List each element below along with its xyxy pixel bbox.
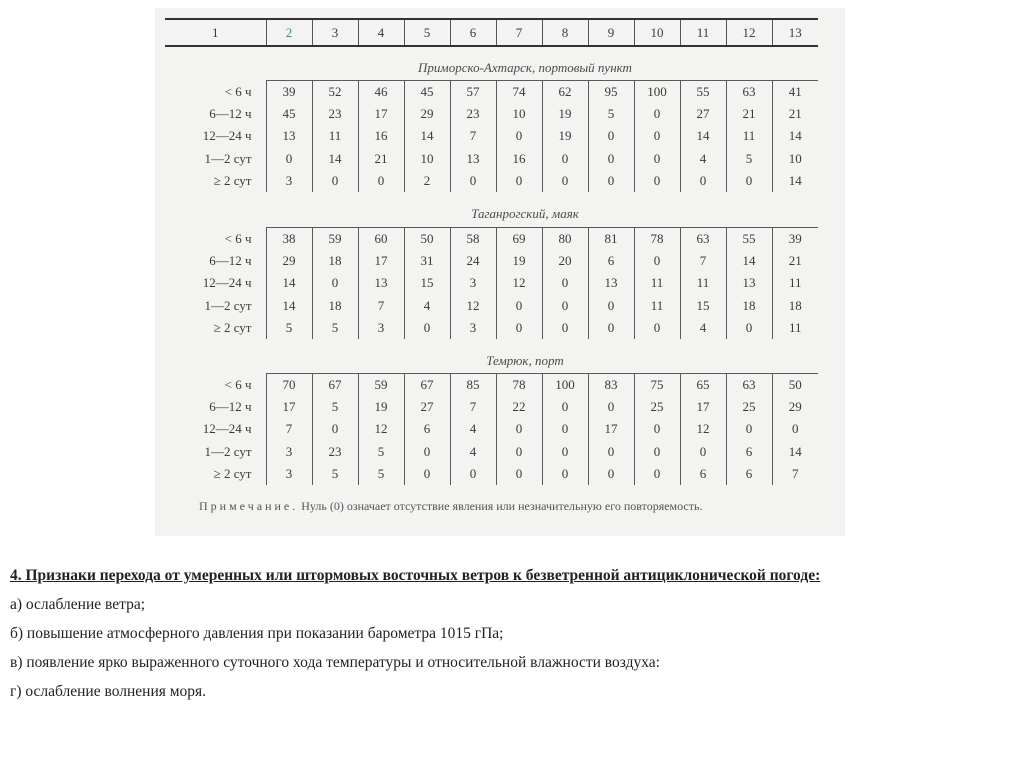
table-cell: 4 xyxy=(404,295,450,317)
table-cell: 15 xyxy=(404,272,450,294)
table-cell: 18 xyxy=(312,295,358,317)
table-cell: 0 xyxy=(634,418,680,440)
row-label: 1—2 сут xyxy=(204,297,252,313)
table-cell: 12 xyxy=(358,418,404,440)
column-header: 4 xyxy=(358,19,404,46)
table-row xyxy=(165,396,818,418)
table-cell: 59 xyxy=(312,228,358,250)
table-cell: 5 xyxy=(312,396,358,418)
table-cell: 4 xyxy=(450,441,496,463)
row-label: ≥ 2 сут xyxy=(213,173,252,189)
table-cell: 19 xyxy=(496,250,542,272)
table-cell: 0 xyxy=(588,125,634,147)
table-cell: 29 xyxy=(404,103,450,125)
table-cell: 0 xyxy=(312,272,358,294)
table-cell: 7 xyxy=(450,125,496,147)
row-label: 12—24 ч xyxy=(202,128,252,144)
table-cell: 3 xyxy=(266,170,312,192)
column-header: 10 xyxy=(634,19,680,46)
row-label: 12—24 ч xyxy=(202,275,252,291)
table-cell: 13 xyxy=(726,272,772,294)
table-cell: 23 xyxy=(312,441,358,463)
table-cell: 17 xyxy=(266,396,312,418)
column-header: 12 xyxy=(726,19,772,46)
table-cell: 15 xyxy=(680,295,726,317)
table-row xyxy=(165,374,818,396)
table-cell: 5 xyxy=(588,103,634,125)
table-cell: 25 xyxy=(726,396,772,418)
note-text: Нуль (0) означает отсутствие явления или незначительную его повторяемость. xyxy=(298,499,703,513)
table-cell: 11 xyxy=(634,295,680,317)
note-prefix: Примечание. xyxy=(199,499,299,513)
table-cell: 14 xyxy=(772,441,818,463)
table-cell: 11 xyxy=(726,125,772,147)
table-cell: 29 xyxy=(266,250,312,272)
table-cell: 13 xyxy=(266,125,312,147)
table-cell: 0 xyxy=(588,170,634,192)
table-cell: 29 xyxy=(772,396,818,418)
table-cell: 65 xyxy=(680,374,726,396)
station-block xyxy=(165,373,818,485)
column-header: 6 xyxy=(450,19,496,46)
table-cell: 7 xyxy=(450,396,496,418)
table-cell: 14 xyxy=(772,170,818,192)
table-cell: 0 xyxy=(634,441,680,463)
table-cell: 0 xyxy=(634,170,680,192)
table-row xyxy=(165,418,818,440)
table-cell: 2 xyxy=(404,170,450,192)
column-header: 13 xyxy=(772,19,818,46)
table-cell: 23 xyxy=(312,103,358,125)
table-cell: 63 xyxy=(680,228,726,250)
table-cell: 19 xyxy=(542,125,588,147)
table-cell: 78 xyxy=(634,228,680,250)
table-cell: 0 xyxy=(726,317,772,339)
list-item: в) появление ярко выраженного суточного хода температуры и относительной влажности воздуха: xyxy=(10,654,660,671)
table-cell: 17 xyxy=(358,250,404,272)
table-cell: 18 xyxy=(312,250,358,272)
table-cell: 27 xyxy=(680,103,726,125)
table-cell: 18 xyxy=(726,295,772,317)
table-cell: 0 xyxy=(542,317,588,339)
table-cell: 80 xyxy=(542,228,588,250)
table-cell: 0 xyxy=(542,441,588,463)
table-cell: 0 xyxy=(312,418,358,440)
table-cell: 0 xyxy=(496,418,542,440)
table-cell: 57 xyxy=(450,81,496,103)
column-header: 3 xyxy=(312,19,358,46)
table-cell: 21 xyxy=(726,103,772,125)
table-row xyxy=(165,463,818,485)
table-row xyxy=(165,250,818,272)
table-cell: 0 xyxy=(404,317,450,339)
table-cell: 27 xyxy=(404,396,450,418)
table-cell: 13 xyxy=(588,272,634,294)
station-title: Таганрогский, маяк xyxy=(471,206,579,221)
table-cell: 0 xyxy=(496,463,542,485)
table-cell: 67 xyxy=(312,374,358,396)
table-cell: 11 xyxy=(680,272,726,294)
table-cell: 0 xyxy=(496,170,542,192)
column-header: 11 xyxy=(680,19,726,46)
table-cell: 74 xyxy=(496,81,542,103)
table-cell: 0 xyxy=(542,418,588,440)
table-cell: 4 xyxy=(450,418,496,440)
table-cell: 11 xyxy=(772,317,818,339)
table-cell: 39 xyxy=(772,228,818,250)
table-cell: 0 xyxy=(726,170,772,192)
table-cell: 7 xyxy=(358,295,404,317)
table-cell: 7 xyxy=(680,250,726,272)
table-cell: 3 xyxy=(450,272,496,294)
table-cell: 0 xyxy=(588,295,634,317)
table-cell: 23 xyxy=(450,103,496,125)
table-cell: 63 xyxy=(726,81,772,103)
table-cell: 0 xyxy=(542,272,588,294)
table-cell: 0 xyxy=(634,125,680,147)
table-cell: 17 xyxy=(588,418,634,440)
row-label: < 6 ч xyxy=(224,376,252,392)
row-label: ≥ 2 сут xyxy=(213,466,252,482)
table-cell: 6 xyxy=(588,250,634,272)
table-cell: 38 xyxy=(266,228,312,250)
table-cell: 0 xyxy=(404,463,450,485)
station-block xyxy=(165,80,818,192)
table-row xyxy=(165,441,818,463)
table-cell: 52 xyxy=(312,81,358,103)
table-cell: 0 xyxy=(542,295,588,317)
table-cell: 5 xyxy=(266,317,312,339)
list-item: а) ослабление ветра; xyxy=(10,596,146,613)
table-cell: 3 xyxy=(358,317,404,339)
table-cell: 0 xyxy=(358,170,404,192)
table-cell: 19 xyxy=(542,103,588,125)
table-cell: 17 xyxy=(358,103,404,125)
table-cell: 5 xyxy=(312,463,358,485)
row-label: 1—2 сут xyxy=(204,443,252,459)
table-cell: 62 xyxy=(542,81,588,103)
table-cell: 10 xyxy=(772,148,818,170)
column-header: 2 xyxy=(266,19,312,46)
table-cell: 0 xyxy=(266,148,312,170)
table-cell: 0 xyxy=(588,441,634,463)
table-cell: 19 xyxy=(358,396,404,418)
table-cell: 0 xyxy=(588,463,634,485)
table-cell: 69 xyxy=(496,228,542,250)
table-cell: 0 xyxy=(634,148,680,170)
table-cell: 39 xyxy=(266,81,312,103)
table-cell: 0 xyxy=(772,418,818,440)
table-cell: 6 xyxy=(726,441,772,463)
table-cell: 12 xyxy=(450,295,496,317)
table-cell: 5 xyxy=(358,441,404,463)
table-cell: 0 xyxy=(588,396,634,418)
table-cell: 3 xyxy=(266,441,312,463)
table-cell: 10 xyxy=(404,148,450,170)
table-cell: 0 xyxy=(450,170,496,192)
table-cell: 85 xyxy=(450,374,496,396)
table-cell: 7 xyxy=(266,418,312,440)
table-cell: 0 xyxy=(312,170,358,192)
table-cell: 0 xyxy=(542,170,588,192)
table-row xyxy=(165,170,818,192)
table-cell: 6 xyxy=(726,463,772,485)
station-title: Темрюк, порт xyxy=(486,353,564,368)
table-cell: 0 xyxy=(634,250,680,272)
table-cell: 5 xyxy=(358,463,404,485)
table-cell: 0 xyxy=(496,125,542,147)
table-cell: 0 xyxy=(680,170,726,192)
table-cell: 59 xyxy=(358,374,404,396)
table-cell: 0 xyxy=(542,463,588,485)
table-cell: 70 xyxy=(266,374,312,396)
table-cell: 17 xyxy=(680,396,726,418)
table-cell: 0 xyxy=(588,317,634,339)
table-cell: 45 xyxy=(404,81,450,103)
table-cell: 0 xyxy=(634,463,680,485)
row-label: 12—24 ч xyxy=(202,421,252,437)
table-cell: 4 xyxy=(680,148,726,170)
table-row xyxy=(165,103,818,125)
table-cell: 0 xyxy=(404,441,450,463)
table-cell: 14 xyxy=(312,148,358,170)
list-item: б) повышение атмосферного давления при показании барометра 1015 гПа; xyxy=(10,625,504,642)
row-label: < 6 ч xyxy=(224,83,252,99)
table-cell: 21 xyxy=(772,103,818,125)
table-cell: 81 xyxy=(588,228,634,250)
row-label: < 6 ч xyxy=(224,230,252,246)
table-cell: 13 xyxy=(450,148,496,170)
table-row xyxy=(165,295,818,317)
table-cell: 45 xyxy=(266,103,312,125)
table-cell: 0 xyxy=(588,148,634,170)
table-note xyxy=(199,498,819,515)
table-cell: 12 xyxy=(680,418,726,440)
table-cell: 25 xyxy=(634,396,680,418)
station-title: Приморско-Ахтарск, портовый пункт xyxy=(418,60,632,75)
table-cell: 55 xyxy=(680,81,726,103)
table-row xyxy=(165,317,818,339)
table-cell: 7 xyxy=(772,463,818,485)
table-cell: 5 xyxy=(726,148,772,170)
table-cell: 0 xyxy=(542,396,588,418)
table-cell: 95 xyxy=(588,81,634,103)
table-header xyxy=(165,18,818,47)
table-cell: 11 xyxy=(772,272,818,294)
row-label: 6—12 ч xyxy=(209,106,252,122)
table-cell: 60 xyxy=(358,228,404,250)
table-cell: 4 xyxy=(680,317,726,339)
table-cell: 14 xyxy=(404,125,450,147)
table-cell: 3 xyxy=(450,317,496,339)
row-label: 6—12 ч xyxy=(209,399,252,415)
section-text xyxy=(10,566,1010,711)
table-cell: 55 xyxy=(726,228,772,250)
table-cell: 50 xyxy=(404,228,450,250)
table-cell: 14 xyxy=(266,295,312,317)
table-cell: 31 xyxy=(404,250,450,272)
table-cell: 20 xyxy=(542,250,588,272)
table-cell: 16 xyxy=(358,125,404,147)
table-cell: 0 xyxy=(726,418,772,440)
table-cell: 14 xyxy=(266,272,312,294)
table-cell: 78 xyxy=(496,374,542,396)
table-cell: 0 xyxy=(634,103,680,125)
table-cell: 16 xyxy=(496,148,542,170)
table-cell: 67 xyxy=(404,374,450,396)
table-cell: 0 xyxy=(496,295,542,317)
table-cell: 0 xyxy=(542,148,588,170)
table-cell: 6 xyxy=(404,418,450,440)
table-cell: 14 xyxy=(772,125,818,147)
table-row xyxy=(165,125,818,147)
list-item: г) ослабление волнения моря. xyxy=(10,683,207,700)
table-cell: 0 xyxy=(496,317,542,339)
table-cell: 41 xyxy=(772,81,818,103)
table-cell: 6 xyxy=(680,463,726,485)
table-cell: 63 xyxy=(726,374,772,396)
table-cell: 100 xyxy=(634,81,680,103)
table-row xyxy=(165,81,818,103)
table-cell: 0 xyxy=(634,317,680,339)
table-cell: 0 xyxy=(680,441,726,463)
table-cell: 21 xyxy=(358,148,404,170)
row-label: 1—2 сут xyxy=(204,150,252,166)
table-cell: 83 xyxy=(588,374,634,396)
table-cell: 13 xyxy=(358,272,404,294)
column-header: 9 xyxy=(588,19,634,46)
table-row xyxy=(165,228,818,250)
table-row xyxy=(165,148,818,170)
table-cell: 14 xyxy=(726,250,772,272)
table-cell: 22 xyxy=(496,396,542,418)
table-cell: 5 xyxy=(312,317,358,339)
table-cell: 11 xyxy=(312,125,358,147)
station-block xyxy=(165,227,818,339)
table-cell: 12 xyxy=(496,272,542,294)
row-label: 6—12 ч xyxy=(209,253,252,269)
column-header: 7 xyxy=(496,19,542,46)
table-cell: 0 xyxy=(450,463,496,485)
table-cell: 0 xyxy=(496,441,542,463)
table-cell: 21 xyxy=(772,250,818,272)
scanned-table-image xyxy=(155,8,845,536)
column-header: 8 xyxy=(542,19,588,46)
table-cell: 100 xyxy=(542,374,588,396)
table-cell: 75 xyxy=(634,374,680,396)
table-cell: 50 xyxy=(772,374,818,396)
table-cell: 24 xyxy=(450,250,496,272)
section-heading: 4. Признаки перехода от умеренных или штормовых восточных ветров к безветренной антициклонической погоде: xyxy=(10,567,821,584)
table-row xyxy=(165,272,818,294)
table-cell: 46 xyxy=(358,81,404,103)
table-cell: 18 xyxy=(772,295,818,317)
table-cell: 11 xyxy=(634,272,680,294)
row-label: ≥ 2 сут xyxy=(213,320,252,336)
table-cell: 58 xyxy=(450,228,496,250)
column-header: 5 xyxy=(404,19,450,46)
column-header: 1 xyxy=(212,24,219,40)
table-cell: 14 xyxy=(680,125,726,147)
table-cell: 3 xyxy=(266,463,312,485)
table-cell: 10 xyxy=(496,103,542,125)
